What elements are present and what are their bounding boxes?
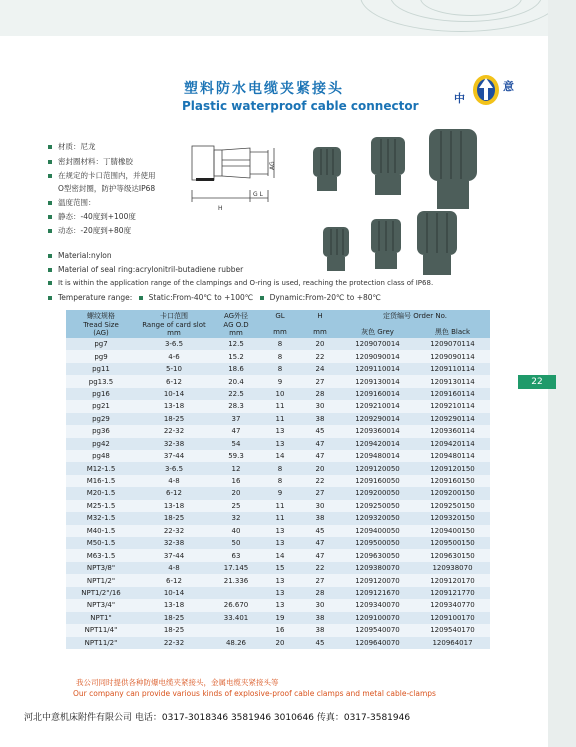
table-cell: 1209120170 [415,574,490,586]
table-cell: 1209160050 [340,475,415,487]
table-cell: 63 [212,549,260,561]
spec-en-temp: Temperature range: Static:From-40℃ to +100℃ Dynamic:From-20℃ to +80℃ [48,293,381,302]
table-cell: 1209250150 [415,500,490,512]
table-cell: 1209160114 [415,388,490,400]
table-row [66,450,490,462]
table-row [66,350,490,362]
table-cell: 22.5 [212,388,260,400]
table-cell: 8 [260,462,300,474]
table-row [66,624,490,636]
table-cell: 1209480014 [340,450,415,462]
table-row [66,375,490,387]
table-cell: 30 [300,599,340,611]
table-cell: 47 [300,537,340,549]
table-cell: 1209630050 [340,549,415,561]
table-cell: 32-38 [136,537,212,549]
table-cell: 4-8 [136,562,212,574]
drawing-gl-label: G L [253,191,263,198]
table-cell: 14 [260,549,300,561]
table-cell: 20 [300,338,340,350]
table-cell: 13 [260,537,300,549]
table-cell: 20 [300,462,340,474]
table-cell: 1209640070 [340,637,415,649]
table-cell: 1209250050 [340,500,415,512]
table-cell: 1209200050 [340,487,415,499]
table-row [66,462,490,474]
col-order: 定货编号 Order No. [340,310,490,322]
table-cell: 30 [300,500,340,512]
table-cell: 20 [212,487,260,499]
table-cell: NPT11/2" [66,637,136,649]
table-row [66,574,490,586]
spec-en-material: Material:nylon [48,251,112,260]
col-range: 卡口范围 Range of card slot mm [136,310,212,338]
table-cell: 45 [300,637,340,649]
table-cell: 22 [300,350,340,362]
table-cell: 1209070114 [415,338,490,350]
table-cell: 13 [260,525,300,537]
table-cell: pg13.5 [66,375,136,387]
table-cell: 1209400050 [340,525,415,537]
table-cell: 8 [260,475,300,487]
table-cell: M63-1.5 [66,549,136,561]
table-cell: 38 [300,624,340,636]
table-cell: 5-10 [136,363,212,375]
table-row [66,413,490,425]
table-cell: 1209160014 [340,388,415,400]
table-cell: 1209090014 [340,350,415,362]
table-cell: 30 [300,400,340,412]
table-cell: 28 [300,587,340,599]
table-cell: 1209130014 [340,375,415,387]
table-cell: 22 [300,475,340,487]
table-cell: 14 [260,450,300,462]
table-cell: 1209290014 [340,413,415,425]
table-cell: 1209120070 [340,574,415,586]
table-cell: 22-32 [136,637,212,649]
table-cell: M50-1.5 [66,537,136,549]
table-cell: M12-1.5 [66,462,136,474]
table-cell: pg42 [66,438,136,450]
page-number-tab: 22 [518,375,556,389]
table-cell: 13 [260,587,300,599]
page-title-en: Plastic waterproof cable connector [182,99,419,113]
table-cell: 1209420014 [340,438,415,450]
table-cell: 1209420114 [415,438,490,450]
table-cell: 9 [260,375,300,387]
table-row [66,388,490,400]
table-row [66,549,490,561]
table-cell: 15 [260,562,300,574]
table-cell: 37-44 [136,549,212,561]
table-cell: 3-6.5 [136,338,212,350]
table-cell: 1209340770 [415,599,490,611]
table-cell: 1209380070 [340,562,415,574]
table-cell: NPT1/2" [66,574,136,586]
table-cell: 28 [300,388,340,400]
table-cell: 12 [212,462,260,474]
footer-contact: 河北中意机床附件有限公司 电话：0317-3018346 3581946 3010646 传真：0317-3581946 [24,713,411,723]
table-cell: 19 [260,612,300,624]
spec-zh-seal: 密封圈材料：丁腈橡胶 [48,156,133,167]
table-cell: 47 [300,450,340,462]
table-cell: 1209110114 [415,363,490,375]
table-row [66,525,490,537]
spec-zh-dynamic: 动态：-20度到+80度 [48,225,131,236]
spec-zh-static: 静态：-40度到+100度 [48,211,136,222]
table-cell: 13-18 [136,400,212,412]
table-cell: 54 [212,438,260,450]
table-row [66,537,490,549]
table-cell: 1209210114 [415,400,490,412]
table-cell [212,624,260,636]
table-cell: 12.5 [212,338,260,350]
col-ag: AG外径 AG O.D mm [212,310,260,338]
table-cell: 1209480114 [415,450,490,462]
table-cell: 47 [300,549,340,561]
table-cell: 38 [300,612,340,624]
col-h: H mm [300,310,340,338]
table-row [66,500,490,512]
table-cell: 28.3 [212,400,260,412]
table-row [66,637,490,649]
table-cell: 11 [260,400,300,412]
table-cell: 27 [300,487,340,499]
spec-zh-range: 在规定的卡口范围内，并使用 [48,170,156,181]
page-title-zh: 塑料防水电缆夹紧接头 [184,81,344,97]
table-cell: 1209100170 [415,612,490,624]
table-cell: NPT3/8" [66,562,136,574]
table-cell: 11 [260,512,300,524]
table-cell: 1209120150 [415,462,490,474]
table-cell: 4-6 [136,350,212,362]
table-cell: 9 [260,487,300,499]
table-cell: 4-8 [136,475,212,487]
table-cell: pg48 [66,450,136,462]
right-margin-bar [548,0,576,747]
table-cell: pg11 [66,363,136,375]
table-cell: 13 [260,425,300,437]
table-cell: 27 [300,574,340,586]
table-row [66,438,490,450]
table-cell: 10 [260,388,300,400]
table-cell: 15.2 [212,350,260,362]
table-cell: M25-1.5 [66,500,136,512]
table-row [66,363,490,375]
table-cell: 18-25 [136,624,212,636]
table-cell: 20.4 [212,375,260,387]
table-cell: 45 [300,425,340,437]
table-cell: 1209540070 [340,624,415,636]
table-cell: 1209200150 [415,487,490,499]
table-cell: 3-6.5 [136,462,212,474]
table-cell: pg21 [66,400,136,412]
table-cell: NPT3/4" [66,599,136,611]
table-cell: pg36 [66,425,136,437]
table-cell: 11 [260,500,300,512]
table-cell: 6-12 [136,574,212,586]
table-cell [212,587,260,599]
table-cell: 1209100070 [340,612,415,624]
table-cell: 50 [212,537,260,549]
table-cell: 1209110014 [340,363,415,375]
table-cell: 1209500150 [415,537,490,549]
table-cell: 1209320150 [415,512,490,524]
table-cell: 1209120050 [340,462,415,474]
logo-right-char: 意 [503,80,514,93]
table-cell: 32-38 [136,438,212,450]
table-cell: 6-12 [136,375,212,387]
table-cell: 10-14 [136,587,212,599]
table-cell: 1209160150 [415,475,490,487]
table-cell: 1209630150 [415,549,490,561]
table-cell: 1209400150 [415,525,490,537]
table-cell: pg9 [66,350,136,362]
col-grey: 灰色 Grey [340,326,415,338]
table-cell: 1209121670 [340,587,415,599]
header-band [0,0,576,36]
table-cell: 22-32 [136,425,212,437]
table-cell: 1209540170 [415,624,490,636]
note-zh: 我公司同时提供各种防爆电缆夹紧接头，金属电缆夹紧接头等 [76,678,279,687]
table-cell: pg16 [66,388,136,400]
table-cell: 24 [300,363,340,375]
table-cell: 18-25 [136,413,212,425]
table-cell: 8 [260,363,300,375]
table-cell: 1209090114 [415,350,490,362]
table-cell: 45 [300,525,340,537]
spec-zh-ip68: O型密封圈，防护等级达IP68 [58,184,156,193]
table-cell: 8 [260,350,300,362]
table-cell: 47 [300,438,340,450]
table-cell: 1209070014 [340,338,415,350]
table-cell: 1209121770 [415,587,490,599]
table-cell: 1209320050 [340,512,415,524]
table-cell: 13 [260,574,300,586]
table-row [66,487,490,499]
table-cell: 1209130114 [415,375,490,387]
table-cell: 13 [260,599,300,611]
table-row [66,587,490,599]
table-cell: pg7 [66,338,136,350]
company-logo [445,70,527,112]
table-cell: 32 [212,512,260,524]
table-cell: 37-44 [136,450,212,462]
table-cell: 59.3 [212,450,260,462]
table-cell: 8 [260,338,300,350]
table-row [66,612,490,624]
table-cell: 22 [300,562,340,574]
table-cell: 38 [300,413,340,425]
table-cell: 38 [300,512,340,524]
table-cell: 25 [212,500,260,512]
table-cell: 13-18 [136,500,212,512]
table-cell: 1209210014 [340,400,415,412]
table-body [66,338,490,649]
connector-drawing [188,138,284,224]
col-black: 黑色 Black [415,326,490,338]
table-cell: pg29 [66,413,136,425]
table-cell: 18-25 [136,512,212,524]
col-thread: 螺纹规格 Tread Size (AG) [66,310,136,338]
table-cell: 18-25 [136,612,212,624]
table-cell: 13 [260,438,300,450]
spec-zh-material: 材质：尼龙 [48,141,96,152]
logo-left-char: 中 [454,92,465,105]
table-cell: 6-12 [136,487,212,499]
table-cell: 21.336 [212,574,260,586]
table-cell: 40 [212,525,260,537]
table-cell: 120964017 [415,637,490,649]
table-cell: 26.670 [212,599,260,611]
table-cell: 48.26 [212,637,260,649]
table-cell: 16 [212,475,260,487]
table-cell: 13-18 [136,599,212,611]
table-cell: 10-14 [136,388,212,400]
table-row [66,562,490,574]
drawing-ag-label: AG [269,161,276,170]
table-cell: 1209360014 [340,425,415,437]
table-cell: 20 [260,637,300,649]
table-cell: 11 [260,413,300,425]
table-cell: 18.6 [212,363,260,375]
table-cell: 1209500050 [340,537,415,549]
table-cell: NPT11/4" [66,624,136,636]
spec-zh-temp: 温度范围： [48,197,96,208]
table-cell: NPT1" [66,612,136,624]
table-row [66,425,490,437]
spec-en-ip68: It is within the application range of the clampings and O-ring is used, reaching the protection class of IP68. [48,279,433,287]
table-row [66,475,490,487]
spec-en-seal: Material of seal ring:acrylonitril-butadiene rubber [48,265,243,274]
table-cell: 37 [212,413,260,425]
table-cell: 16 [260,624,300,636]
table-cell: M20-1.5 [66,487,136,499]
note-en: Our company can provide various kinds of explosive-proof cable clamps and metal cable-clamps [73,689,436,698]
table-cell: 1209340070 [340,599,415,611]
table-cell: 33.401 [212,612,260,624]
col-gl: GL mm [260,310,300,338]
table-cell: NPT1/2"/16 [66,587,136,599]
table-row [66,599,490,611]
table-cell: 17.145 [212,562,260,574]
table-cell: M32-1.5 [66,512,136,524]
table-row [66,400,490,412]
table-cell: 120938070 [415,562,490,574]
drawing-h-label: H [218,205,223,212]
table-cell: M16-1.5 [66,475,136,487]
table-cell: 1209360114 [415,425,490,437]
product-table [66,310,490,649]
product-photos [305,125,505,287]
table-cell: M40-1.5 [66,525,136,537]
table-cell: 27 [300,375,340,387]
table-cell: 1209290114 [415,413,490,425]
table-cell: 47 [212,425,260,437]
table-cell: 22-32 [136,525,212,537]
table-row [66,338,490,350]
table-row [66,512,490,524]
